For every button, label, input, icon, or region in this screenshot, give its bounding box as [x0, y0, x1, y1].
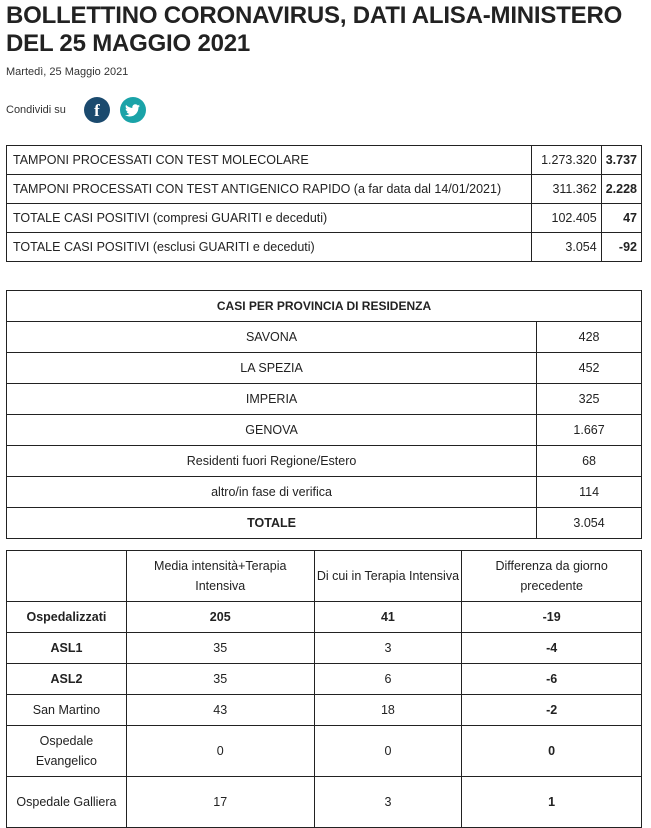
- hospital-ti-value: 41: [314, 602, 462, 633]
- hospital-media-value: 35: [126, 664, 314, 695]
- hospital-ti-value: 0: [314, 726, 462, 777]
- share-label: Condividi su: [6, 104, 66, 116]
- hospital-col-media: Media intensità+Terapia Intensiva: [126, 551, 314, 602]
- summary-delta: -92: [601, 233, 641, 262]
- province-value: 452: [537, 353, 642, 384]
- hospital-name: Ospedale Evangelico: [7, 726, 127, 777]
- province-name: LA SPEZIA: [7, 353, 537, 384]
- hospital-media-value: 205: [126, 602, 314, 633]
- summary-table: [6, 145, 642, 262]
- summary-value: 3.054: [531, 233, 601, 262]
- hospital-name: ASL2: [7, 664, 127, 695]
- hospital-row: [7, 602, 642, 633]
- summary-label: TAMPONI PROCESSATI CON TEST MOLECOLARE: [7, 146, 532, 175]
- province-row: [7, 415, 642, 446]
- province-row: [7, 322, 642, 353]
- summary-value: 311.362: [531, 175, 601, 204]
- hospital-name: Ospedale Galliera: [7, 777, 127, 828]
- province-table-header: CASI PER PROVINCIA DI RESIDENZA: [7, 291, 642, 322]
- summary-value: 102.405: [531, 204, 601, 233]
- summary-delta: 47: [601, 204, 641, 233]
- province-total-row: [7, 508, 642, 539]
- province-row: [7, 446, 642, 477]
- share-bar: [6, 96, 156, 124]
- hospital-ti-value: 3: [314, 633, 462, 664]
- hospital-diff-value: -2: [462, 695, 642, 726]
- province-name: SAVONA: [7, 322, 537, 353]
- hospital-media-value: 17: [126, 777, 314, 828]
- province-name: IMPERIA: [7, 384, 537, 415]
- province-total-label: TOTALE: [7, 508, 537, 539]
- hospital-diff-value: -6: [462, 664, 642, 695]
- province-value: 325: [537, 384, 642, 415]
- facebook-icon[interactable]: [84, 97, 110, 123]
- summary-value: 1.273.320: [531, 146, 601, 175]
- hospital-row: [7, 633, 642, 664]
- publish-date: Martedì, 25 Maggio 2021: [6, 66, 129, 78]
- province-total-value: 3.054: [537, 508, 642, 539]
- page-title: BOLLETTINO CORONAVIRUS, DATI ALISA-MINISTERO DEL 25 MAGGIO 2021: [6, 2, 623, 57]
- summary-delta: 3.737: [601, 146, 641, 175]
- summary-row: [7, 233, 642, 262]
- hospital-name: San Martino: [7, 695, 127, 726]
- hospital-table: [6, 550, 642, 828]
- province-row: [7, 477, 642, 508]
- province-table: [6, 290, 642, 539]
- hospital-col-diff: Differenza da giorno precedente: [462, 551, 642, 602]
- hospital-media-value: 35: [126, 633, 314, 664]
- summary-row: [7, 204, 642, 233]
- summary-row: [7, 146, 642, 175]
- summary-label: TOTALE CASI POSITIVI (esclusi GUARITI e deceduti): [7, 233, 532, 262]
- summary-row: [7, 175, 642, 204]
- hospital-media-value: 0: [126, 726, 314, 777]
- hospital-media-value: 43: [126, 695, 314, 726]
- hospital-name: ASL1: [7, 633, 127, 664]
- hospital-col-empty: [7, 551, 127, 602]
- summary-delta: 2.228: [601, 175, 641, 204]
- province-name: Residenti fuori Regione/Estero: [7, 446, 537, 477]
- hospital-name: Ospedalizzati: [7, 602, 127, 633]
- hospital-ti-value: 18: [314, 695, 462, 726]
- summary-label: TAMPONI PROCESSATI CON TEST ANTIGENICO RAPIDO (a far data dal 14/01/2021): [7, 175, 532, 204]
- hospital-diff-value: 0: [462, 726, 642, 777]
- province-name: GENOVA: [7, 415, 537, 446]
- summary-label: TOTALE CASI POSITIVI (compresi GUARITI e deceduti): [7, 204, 532, 233]
- hospital-diff-value: -4: [462, 633, 642, 664]
- hospital-ti-value: 3: [314, 777, 462, 828]
- province-row: [7, 353, 642, 384]
- hospital-ti-value: 6: [314, 664, 462, 695]
- twitter-icon[interactable]: [120, 97, 146, 123]
- province-value: 1.667: [537, 415, 642, 446]
- facebook-glyph: f: [94, 100, 100, 120]
- hospital-row: [7, 777, 642, 828]
- province-value: 428: [537, 322, 642, 353]
- province-value: 114: [537, 477, 642, 508]
- hospital-col-ti: Di cui in Terapia Intensiva: [314, 551, 462, 602]
- province-name: altro/in fase di verifica: [7, 477, 537, 508]
- province-value: 68: [537, 446, 642, 477]
- hospital-row: [7, 695, 642, 726]
- hospital-row: [7, 664, 642, 695]
- hospital-diff-value: -19: [462, 602, 642, 633]
- province-row: [7, 384, 642, 415]
- hospital-diff-value: 1: [462, 777, 642, 828]
- hospital-row: [7, 726, 642, 777]
